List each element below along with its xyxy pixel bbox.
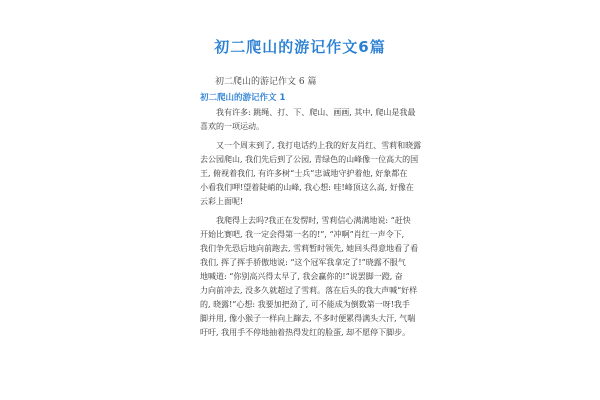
page-title: 初二爬山的游记作文6篇	[214, 38, 386, 56]
paragraph-line: 我有许多: 跳绳、打、下、爬山、画画, 其中, 爬山是我最	[216, 108, 416, 117]
paragraph-line: 地喊道: “你别高兴得太早了, 我会赢你的!”说罢脚一蹬, 奋	[200, 272, 403, 281]
document-subtitle: 初二爬山的游记作文 6 篇	[215, 77, 317, 87]
paragraph-line: 小看我们呷!望着陡峭的山峰, 我心想: 哇!峰顶这么高, 好像在	[200, 183, 414, 192]
paragraph-line: 开始比赛吧, 我一定会得第一名的!”, “冲啊”肖红一声令下,	[200, 230, 405, 239]
paragraph-line: 王, 俯视着我们, 有许多树“士兵”忠诚地守护着他, 好象都在	[200, 169, 408, 178]
paragraph-line: 又一个周末到了, 我打电话约上我的好友肖红、雪莉和晓露	[216, 141, 422, 150]
paragraph-line: 我们争先恐后地向前跑去, 雪莉暂时领先, 她回头得意地看了看	[200, 244, 419, 253]
paragraph-line: 的, 晓露!”心想: 我要加把劲了, 可不能成为倒数第一呀!我手	[200, 300, 410, 309]
paragraph-line: 吁吁, 我用手不停地抽着热得发红的脸蛋, 却不愿停下脚步。	[200, 328, 411, 337]
paragraph-line: 我爬得上去吗?我正在发愣时, 雪莉信心满满地说: “赶快	[216, 216, 411, 225]
paragraph-3	[200, 214, 419, 340]
article-body	[200, 106, 422, 345]
paragraph-line: 去公园爬山, 我们先后到了公园, 青绿色的山峰像一位高大的国	[200, 155, 419, 164]
paragraph-line: 我们, 挥了挥手骄傲地说: “这个冠军我拿定了!”晓露不服气	[200, 258, 406, 267]
paragraph-1	[200, 106, 416, 134]
paragraph-line: 力向前冲去, 没多久就超过了雪莉。落在后头的我大声喊“好样	[200, 286, 418, 295]
paragraph-line: 脚并用, 像小猴子一样向上蹿去, 不多时便累得满头大汗, 气喘	[200, 314, 416, 323]
paragraph-line: 喜欢的一项运动。	[200, 122, 264, 131]
paragraph-2	[200, 139, 422, 209]
section-heading: 初二爬山的游记作文 1	[200, 93, 286, 103]
paragraph-line: 云彩上面呢!	[200, 197, 244, 206]
